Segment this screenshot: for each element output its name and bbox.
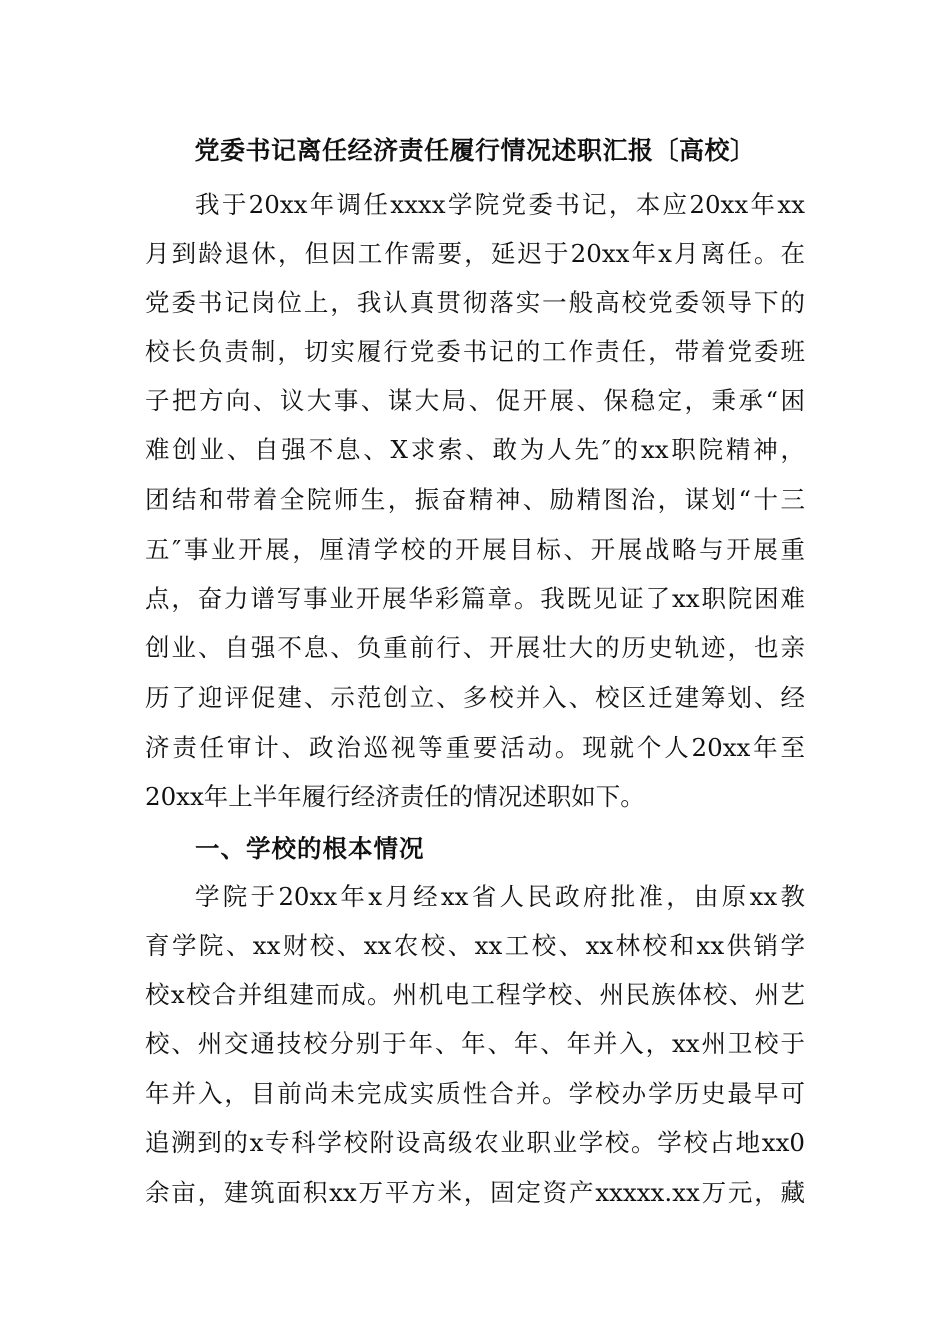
paragraph-line: 创业、自强不息、负重前行、开展壮大的历史轨迹，也亲 (145, 633, 805, 662)
paragraph-line: 济责任审计、政治巡视等重要活动。现就个人20xx年至 (145, 733, 805, 762)
paragraph-line: 我于20xx年调任xxxx学院党委书记，本应20xx年xx (195, 190, 805, 219)
paragraph-line: 校x校合并组建而成。州机电工程学校、州民族体校、州艺 (145, 980, 805, 1009)
section-heading: 一、学校的根本情况 (195, 834, 425, 863)
paragraph-line: 历了迎评促建、示范创立、多校并入、校区迁建筹划、经 (145, 683, 805, 712)
paragraph-line: 校长负责制，切实履行党委书记的工作责任，带着党委班 (145, 337, 805, 366)
paragraph-line: 追溯到的x专科学校附设高级农业职业学校。学校占地xx0 (145, 1128, 805, 1157)
paragraph-line: 点，奋力谱写事业开展华彩篇章。我既见证了xx职院困难 (145, 584, 805, 613)
paragraph-line: 校、州交通技校分别于年、年、年、年并入，xx州卫校于 (145, 1029, 805, 1058)
paragraph-line: 难创业、自强不息、X求索、敢为人先″的xx职院精神， (145, 435, 805, 464)
paragraph-line: 年并入，目前尚未完成实质性合并。学校办学历史最早可 (145, 1079, 805, 1108)
paragraph-line: 学院于20xx年x月经xx省人民政府批准，由原xx教 (195, 882, 805, 911)
paragraph-line: 子把方向、议大事、谋大局、促开展、保稳定，秉承“困 (145, 386, 805, 415)
paragraph-line: 五″事业开展，厘清学校的开展目标、开展战略与开展重 (145, 535, 805, 564)
paragraph-line: 余亩，建筑面积xx万平方米，固定资产xxxxx.xx万元，藏 (145, 1178, 805, 1207)
paragraph-line: 育学院、xx财校、xx农校、xx工校、xx林校和xx供销学 (145, 931, 805, 960)
paragraph-line: 月到龄退休，但因工作需要，延迟于20xx年x月离任。在 (145, 239, 805, 268)
paragraph-line: 党委书记岗位上，我认真贯彻落实一般高校党委领导下的 (145, 288, 805, 317)
paragraph-line: 团结和带着全院师生，振奋精神、励精图治，谋划“十三 (145, 485, 805, 514)
document-title: 党委书记离任经济责任履行情况述职汇报〔高校〕 (194, 136, 756, 165)
paragraph-line: 20xx年上半年履行经济责任的情况述职如下。 (145, 782, 645, 811)
